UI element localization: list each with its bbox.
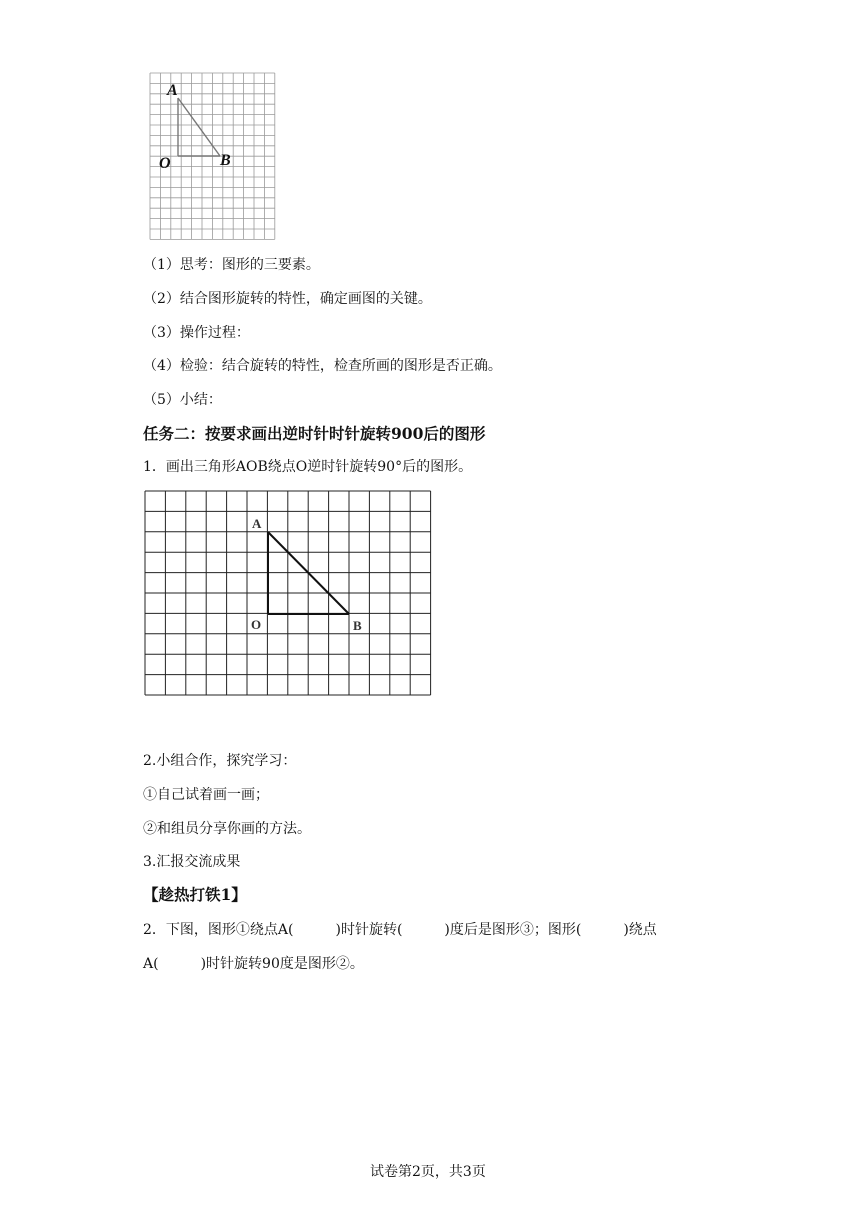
- group-report: 3.汇报交流成果: [143, 854, 241, 870]
- group-title: 2.小组合作，探究学习：: [143, 753, 297, 769]
- step-2: （2）结合图形旋转的特性，确定画图的关键。: [143, 291, 432, 307]
- page-footer: 试卷第2页，共3页: [370, 1164, 486, 1180]
- practice-line-2: A( )时针旋转90度是图形②。: [143, 956, 364, 972]
- figure2-label-o: O: [251, 617, 262, 632]
- step-3: （3）操作过程：: [143, 325, 250, 341]
- task2-heading: 任务二：按要求画出逆时针时针旋转900后的图形: [143, 424, 486, 443]
- figure1-label-o: O: [159, 155, 171, 172]
- figure1-grid: [140, 70, 280, 240]
- figure2-label-b: B: [353, 618, 362, 633]
- figure2-grid: [140, 487, 440, 703]
- practice-heading: 【趁热打铁1】: [143, 885, 247, 904]
- practice-line-1: 2．下图，图形①绕点A( )时针旋转( )度后是图形③；图形( )绕点: [143, 922, 657, 938]
- figure1-label-b: B: [220, 152, 231, 169]
- figure1-label-a: A: [167, 82, 178, 99]
- step-4: （4）检验：结合旋转的特性，检查所画的图形是否正确。: [143, 358, 502, 374]
- figure1-segment-ab: [178, 98, 220, 156]
- group-item-2: ②和组员分享你画的方法。: [143, 821, 311, 837]
- figure2-label-a: A: [252, 516, 262, 531]
- task2-question-1: 1．画出三角形AOB绕点O逆时针旋转90°后的图形。: [143, 459, 473, 475]
- step-5: （5）小结：: [143, 392, 222, 408]
- step-1: （1）思考：图形的三要素。: [143, 257, 320, 273]
- group-item-1: ①自己试着画一画；: [143, 787, 269, 803]
